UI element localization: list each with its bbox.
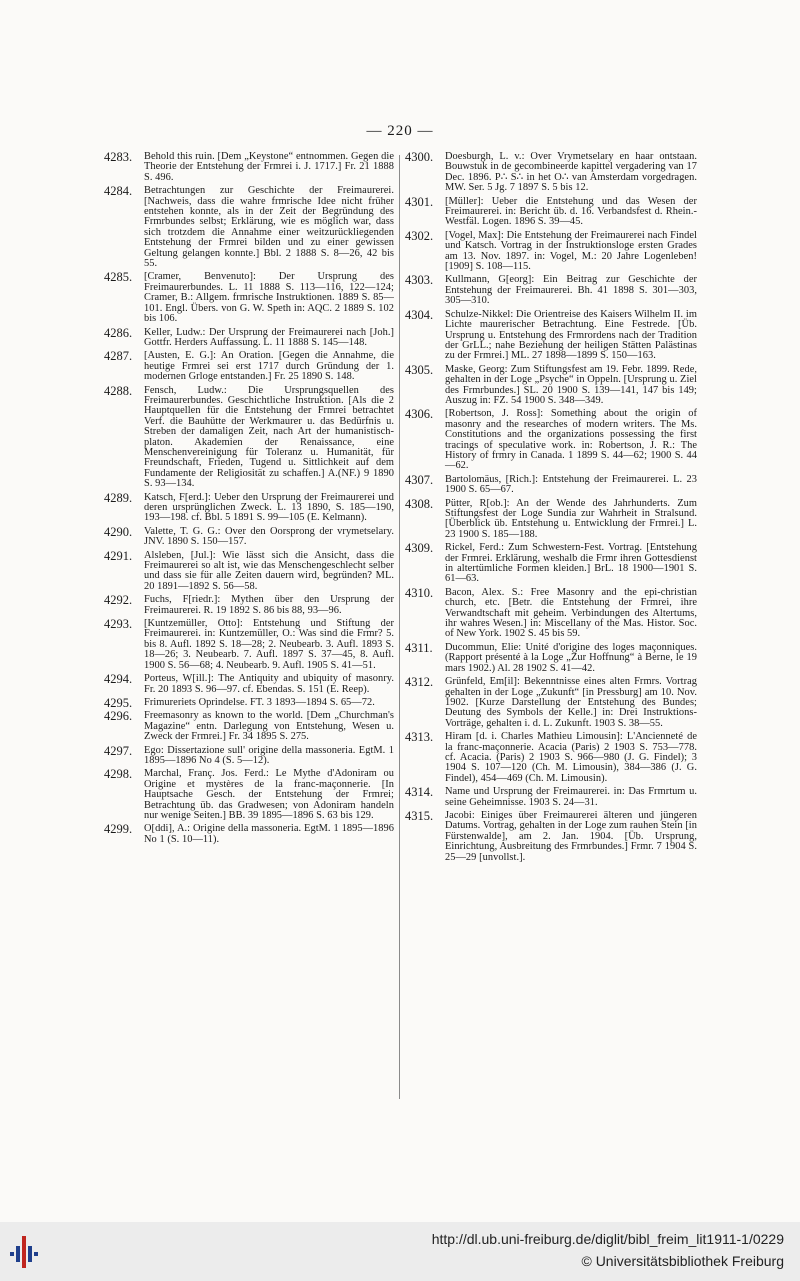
entry-number: 4308. bbox=[405, 496, 434, 511]
entry-text: Marchal, Franç. Jos. Ferd.: Le Mythe d'Adoniram ou Origine et mystères de la franc-maçonnerie. [In Hauptsache Gesch. der Entstehung der Frmrei; Betrachtung üb. das Gradwesen; von Adoniram handeln nur wenige Seiten.] BB. 39 1895—1896 S. 63 bis 129. bbox=[144, 768, 394, 821]
entry-text: Fensch, Ludw.: Die Ursprungsquellen des Freimaurerbundes. Geschichtliche Instruktion. [Als die 2 Hauptquellen für die Entstehung der Frmrei betrachtet Verf. die Bauhütte der Werkmaurer u. das Bedürfnis u. Streben der damaligen Zeit, nach Art der humanistisch-platon. Akademien der Renaissance, eine Menschenvereinigung für Toleranz u. Humanität, für Freundschaft, Frieden, Tugend u. Sittlichkeit auf dem Fundamente der Religiosität zu schaffen.] A.(NF.) 9 1890 S. 93—134. bbox=[144, 384, 394, 490]
entry-text: Alsleben, [Jul.]: Wie lässt sich die Ansicht, dass die Freimaurerei so alt ist, wie das Menschengeschlecht selber und dass sie für alle Zeiten dauern wird, begründen? ML. 20 1891—1892 S. 56—58. bbox=[144, 549, 394, 592]
bibliography-entry bbox=[405, 307, 697, 362]
entry-number: 4298. bbox=[104, 767, 133, 782]
entry-text: Valette, T. G. G.: Over den Oorsprong der vrymetselary. JNV. 1890 S. 150—157. bbox=[144, 525, 394, 548]
entry-number: 4296. bbox=[104, 709, 133, 724]
bibliography-entry bbox=[104, 383, 394, 490]
entry-text: Katsch, F[erd.]: Ueber den Ursprung der Freimaurerei und deren ursprünglichen Zweck. L. 13 1890, S. 185—190, 193—198. cf. Bbl. 5 1891 S. 99—105 (E. Kelmann). bbox=[144, 491, 394, 524]
entry-text: [Müller]: Ueber die Entstehung und das Wesen der Freimaurerei. in: Bericht üb. d. 16. Verbandsfest d. Rhein.-Westfäl. Logen. 1896 S. 39—45. bbox=[445, 195, 697, 228]
bibliography-entry bbox=[405, 362, 697, 407]
entry-number: 4307. bbox=[405, 472, 434, 487]
entry-text: Jacobi: Einiges über Freimaurerei älteren und jüngeren Datums. Vortrag, gehalten in der Loge zum rauhen Stein [in Fürstenwalde], am 2. Jan. 1904. [Üb. Ursprung, Einrichtung, Ausbreitung des Frmrbundes.] Frmr. 7 1904 S. 25—29 [unvollst.]. bbox=[445, 809, 697, 863]
bibliography-entry bbox=[104, 769, 394, 821]
entry-text: Schulze-Nikkel: Die Orientreise des Kaisers Wilhelm II. im Lichte maurerischer Betrachtung. Eine Festrede. [Üb. Ursprung u. Entstehung des Frmrordens nach der Tradition der GrLL.; nahe Beziehung der heiligen Stätten Palästinas zu der Frmrei.] ML. 27 1898—1899 S. 150—163. bbox=[445, 308, 697, 362]
entry-number: 4287. bbox=[104, 349, 133, 364]
bibliography-entry bbox=[104, 595, 394, 616]
entry-text: Keller, Ludw.: Der Ursprung der Freimaurerei nach [Joh.] Gottfr. Herders Auffassung. L. 11 1888 S. 145—148. bbox=[144, 326, 394, 348]
entry-number: 4294. bbox=[104, 672, 133, 687]
bibliography-entry bbox=[104, 674, 394, 695]
entry-number: 4311. bbox=[405, 640, 433, 655]
entry-number: 4293. bbox=[104, 617, 133, 632]
entry-number: 4289. bbox=[104, 490, 133, 505]
bibliography-entry bbox=[104, 325, 394, 349]
bibliography-entry bbox=[405, 585, 697, 640]
entry-text: Pütter, R[ob.]: An der Wende des Jahrhunderts. Zum Stiftungsfest der Loge Sundia zur Wahrheit in Stralsund. [Überblick üb. Entstehung u. Entwicklung der Frmrei.] L. 23 1900 S. 185—188. bbox=[445, 497, 697, 540]
bibliography-entry bbox=[104, 351, 394, 382]
bibliography-entry bbox=[104, 186, 394, 269]
bibliography-entry bbox=[405, 275, 697, 306]
entry-text: [Cramer, Benvenuto]: Der Ursprung des Freimaurerbundes. L. 11 1888 S. 113—116, 122—124; Cramer, B.: Allgem. frmrische Instruktionen. 1889 S. 85—101. Engl. Übers. von G. W. Speth in: AQC. 2 1889 S. 102 bis 106. bbox=[144, 271, 394, 325]
entry-number: 4313. bbox=[405, 730, 434, 745]
bibliography-entry bbox=[104, 490, 394, 524]
bibliography-entry bbox=[405, 409, 697, 471]
bibliography-entry bbox=[104, 548, 394, 593]
entry-number: 4288. bbox=[104, 383, 133, 398]
entry-text: O[ddi], A.: Origine della massoneria. EgtM. 1 1895—1896 No 1 (S. 10—11). bbox=[144, 823, 394, 845]
entry-text: [Robertson, J. Ross]: Something about the origin of masonry and the researches of modern writers. The Ms. Constitutions and the organizations possessing the first tracings of speculative work. in: Robertson, J. R.: The History of frmry in Canada. 1 1899 S. 44—62; 1900 S. 44—62. bbox=[445, 408, 697, 472]
entry-text: Grünfeld, Em[il]: Bekenntnisse eines alten Frmrs. Vortrag gehalten in der Loge „Zukunft“ [in Pressburg] am 10. Nov. 1902. [Kurze Darstellung der Entstehung des Bundes; Deutung des Symbols der Kelle.] in: Drei Instruktions-Vorträge, gehalten i. d. L. Zukunft. 1903 S. 38—55. bbox=[445, 676, 697, 729]
bibliography-entry bbox=[104, 152, 394, 183]
entry-text: Betrachtungen zur Geschichte der Freimaurerei. [Nachweis, dass die wahre frmrische Idee nicht früher entstehen konnte, als in der Zeit der Begründung des Frmrbundes selbst; Erklärung, wie es möglich war, dass sich trotzdem die Annahme einer weitzurückliegenden Entstehung der Frmrei bilden und zu einer gewissen Geltung gelangen konnte.] Bbl. 2 1888 S. 8—26, 42 bis 55. bbox=[144, 185, 394, 270]
bibliography-entry bbox=[405, 732, 697, 784]
entry-text: Rickel, Ferd.: Zum Schwestern-Fest. Vortrag. [Entstehung der Frmrei. Erklärung, weshalb die Frmr ihren Gottesdienst in altertümliche Formen kleiden.] BrL. 18 1900—1901 S. 61—63. bbox=[445, 542, 697, 585]
entry-number: 4292. bbox=[104, 593, 133, 608]
entry-number: 4312. bbox=[405, 675, 434, 690]
bibliography-entry bbox=[405, 194, 697, 228]
copyright-text: © Universitätsbibliothek Freiburg bbox=[581, 1253, 784, 1269]
bibliography-entry bbox=[405, 543, 697, 585]
entry-text: Ego: Dissertazione sull' origine della massoneria. EgtM. 1 1895—1896 No 4 (S. 5—12). bbox=[144, 744, 394, 766]
entry-number: 4300. bbox=[405, 150, 434, 164]
bibliography-entry bbox=[405, 152, 697, 194]
entry-text: Maske, Georg: Zum Stiftungsfest am 19. Febr. 1899. Rede, gehalten in der Loge „Psyche“ in Oppeln. [Ursprung u. Ziel des Frmrbundes.] SL. 20 1900 S. 139—141, 147 bis 149; Auszug in: FZ. 54 1900 S. 348—349. bbox=[445, 363, 697, 406]
entry-text: Bartolomäus, [Rich.]: Entstehung der Freimaurerei. L. 23 1900 S. 65—67. bbox=[445, 473, 697, 496]
entry-number: 4302. bbox=[405, 228, 434, 243]
entry-text: Freemasonry as known to the world. [Dem „Churchman's Magazine“ entn. Darlegung von Entstehung, Wesen u. Zweck der Frmrei.] Fr. 34 1895 S. 275. bbox=[144, 710, 394, 743]
entry-number: 4309. bbox=[405, 541, 434, 556]
bibliography-entry bbox=[405, 228, 697, 273]
entry-number: 4306. bbox=[405, 407, 434, 422]
entry-number: 4295. bbox=[104, 695, 133, 710]
entry-number: 4301. bbox=[405, 194, 434, 209]
bibliography-entry bbox=[104, 711, 394, 742]
university-library-logo-icon bbox=[8, 1232, 44, 1272]
entry-number: 4310. bbox=[405, 585, 434, 600]
bibliography-entry bbox=[104, 272, 394, 324]
left-column bbox=[104, 152, 394, 848]
entry-number: 4315. bbox=[405, 808, 434, 823]
viewer-footer bbox=[0, 1222, 800, 1281]
bibliography-entry bbox=[405, 677, 697, 729]
bibliography-entry bbox=[405, 472, 697, 496]
entry-number: 4297. bbox=[104, 743, 133, 758]
entry-text: [Vogel, Max]: Die Entstehung der Freimaurerei nach Findel und Katsch. Vortrag in der Instruktionsloge ersten Grades am 13. Nov. 1897. in: Vogel, M.: 20 Jahre Logenleben! [1909] S. 108—115. bbox=[445, 229, 697, 273]
entry-text: [Kuntzemüller, Otto]: Entstehung und Stiftung der Freimaurerei. in: Kuntzemüller, O.: Was sind die Frmr? 5. bis 8. Aufl. 1892 S. 18—28; 2. Neubearb. 3. Aufl. 1893 S. 18—26; 3. Neubearb. 7. Aufl. 1897 S. 37—45, 8. Aufl. 1900 S. 56—68; 4. Neubearb. 9. Aufl. 1905 S. 41—51. bbox=[144, 618, 394, 671]
entry-number: 4285. bbox=[104, 270, 133, 285]
entry-text: [Austen, E. G.]: An Oration. [Gegen die Annahme, die heutige Frmrei sei erst 1717 durch Gründung der 1. modernen Grloge entstanden.] Fr. 25 1890 S. 148. bbox=[144, 350, 394, 383]
entry-number: 4304. bbox=[405, 307, 434, 322]
entry-text: Porteus, W[ill.]: The Antiquity and ubiquity of masonry. Fr. 20 1893 S. 96—97. cf. Ebendas. S. 151 (E. Reep). bbox=[144, 673, 394, 695]
entry-text: Hiram [d. i. Charles Mathieu Limousin]: L'Ancienneté de la franc-maçonnerie. Acacia (Paris) 2 1903 S. 753—778. cf. Acacia. (Paris) 2 1903 S. 966—980 (J. G. Findel); 3 1904 S. 107—120 (Ch. M. Limousin), 384—386 (J. G. Findel), 454—469 (Ch. M. Limousin). bbox=[445, 731, 697, 784]
right-column bbox=[405, 152, 697, 866]
entry-number: 4303. bbox=[405, 273, 434, 288]
entry-text: Frimureriets Oprindelse. FT. 3 1893—1894 S. 65—72. bbox=[144, 696, 375, 708]
bibliography-entry bbox=[405, 808, 697, 863]
bibliography-entry bbox=[104, 619, 394, 671]
entry-text: Kullmann, G[eorg]: Ein Beitrag zur Geschichte der Entstehung der Freimaurerei. Bh. 41 1898 S. 301—303, 305—310. bbox=[445, 274, 697, 307]
bibliography-entry bbox=[104, 743, 394, 767]
entry-text: Ducommun, Elie: Unité d'origine des loges maçonniques. (Rapport présenté à la Loge „Zur Hoffnung“ à Berne, le 19 mars 1902.) Al. 28 1902 S. 41—42. bbox=[445, 641, 697, 674]
entry-text: Fuchs, F[riedr.]: Mythen über den Ursprung der Freimaurerei. R. 19 1892 S. 86 bis 88, 93—96. bbox=[144, 594, 394, 616]
entry-text: Bacon, Alex. S.: Free Masonry and the epi-christian church, etc. [Betr. die Entstehung der Frmrei, ihre Verwandtschaft mit geheim. Verbindungen des Altertums, ihr wahres Wesen.] in: Miscellany of the Mas. Histor. Soc. of New York. 1902 S. 45 bis 59. bbox=[445, 586, 697, 640]
page-number: — 220 — bbox=[366, 123, 434, 139]
bibliography-entry bbox=[405, 640, 697, 674]
entry-text: Doesburgh, L. v.: Over Vrymetselary en haar ontstaan. Bouwstuk in de gecombineerde kapittel vergadering van 17 Dec. 1896. P∴ S∴ in het O∴ van Amsterdam vorgedragen. MW. Ser. 5 Jg. 7 1897 S. 5 bis 12. bbox=[445, 151, 697, 194]
column-divider bbox=[399, 155, 400, 1099]
entry-number: 4305. bbox=[405, 362, 434, 377]
bibliography-entry bbox=[104, 824, 394, 845]
bibliography-entry bbox=[405, 496, 697, 541]
bibliography-entry bbox=[104, 524, 394, 548]
entry-text: Behold this ruin. [Dem „Keystone“ entnommen. Gegen die Theorie der Entstehung der Frmrei i. J. 1717.] Fr. 21 1888 S. 496. bbox=[144, 151, 394, 183]
entry-number: 4284. bbox=[104, 184, 133, 199]
permalink-link[interactable]: http://dl.ub.uni-freiburg.de/diglit/bibl_freim_lit1911-1/0229 bbox=[431, 1231, 784, 1247]
entry-text: Name und Ursprung der Freimaurerei. in: Das Frmrtum u. seine Geheimnisse. 1903 S. 24—31. bbox=[445, 786, 697, 808]
entry-number: 4290. bbox=[104, 524, 133, 539]
entry-number: 4314. bbox=[405, 785, 434, 800]
entry-number: 4299. bbox=[104, 822, 133, 837]
entry-number: 4291. bbox=[104, 548, 133, 563]
bibliography-entry bbox=[405, 787, 697, 808]
bibliography-entry bbox=[104, 695, 394, 710]
entry-number: 4286. bbox=[104, 325, 133, 340]
entry-number: 4283. bbox=[104, 150, 133, 164]
